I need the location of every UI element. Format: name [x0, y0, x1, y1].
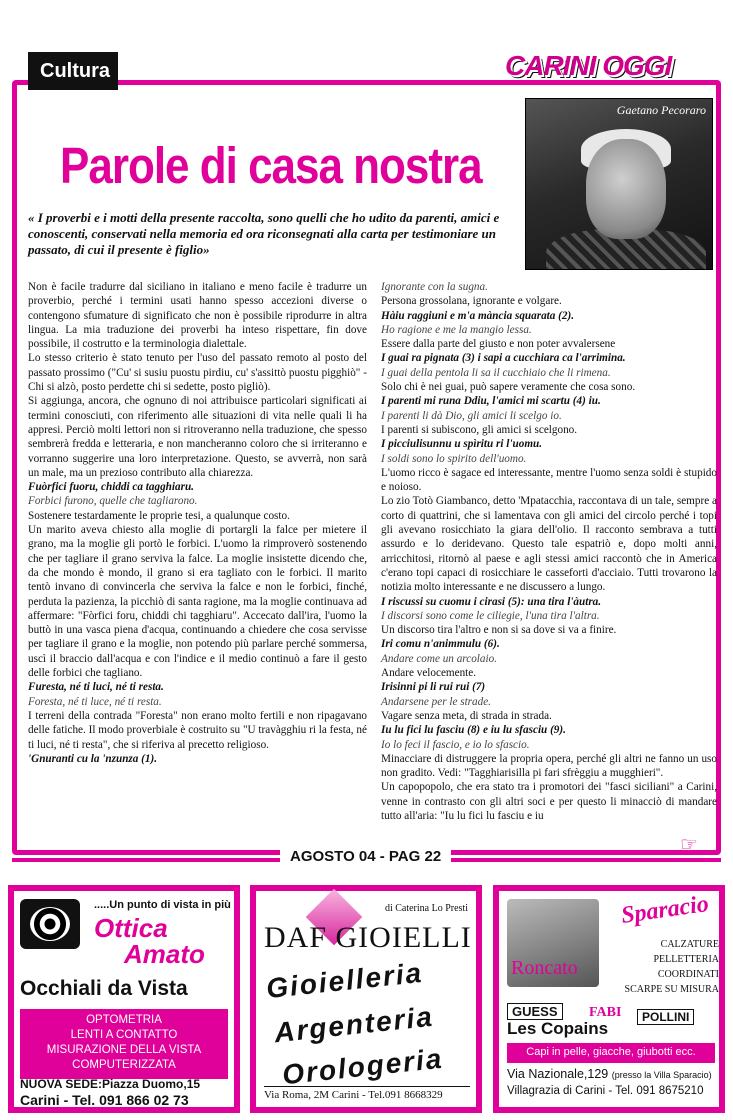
paragraph: Lo zio Totò Giambanco, detto 'Mpatacchia, raccontava di un tale, sempre a corto di quattrini, che si lamentava con gli amici del circolo perché i topi gli avevano rosicchiato la giara dell'olio. Il racconto sembrava a tutti assurdo e lo deridevano. Questo tale espatriò e, dopo molti anni, arricchitosi, ritornò al paese e agli stessi amici raccontò che in America c'erano topi capaci di rosicchiare le casseforti d'acciaio. Tutti trovarono la notizia molto interessante e ne discussero a lungo. [381, 495, 717, 594]
list-item: SCARPE SU MISURA [624, 984, 719, 995]
ad-address [507, 1067, 712, 1081]
paragraph: I guai della pentola li sa il cucchiaio che li rimena. [381, 366, 611, 379]
ad-banner: Capi in pelle, giacche, giubotti ecc. [507, 1043, 715, 1063]
ad-ottica-amato[interactable] [8, 885, 240, 1113]
eye-logo-icon [20, 899, 80, 949]
list-item: PELLETTERIA [653, 954, 719, 965]
list-item: CALZATURE [660, 939, 719, 950]
paragraph: Un capopopolo, che era stato tra i promotori dei "fasci siciliani" a Carini, venne in contrasto con gli altri soci e per questo li minacciò di mandare tutto all'aria: "Iu lu fici lu fasciu e iu [381, 781, 717, 822]
left-column [28, 280, 367, 766]
paragraph: L'uomo ricco è sagace ed interessante, mentre l'uomo senza soldi è stupido e noioso. [381, 466, 717, 494]
photo-face [586, 139, 666, 239]
service-item: LENTI A CONTATTO [70, 1029, 178, 1041]
paragraph: Furesta, né ti luci, né ti resta. [28, 681, 164, 694]
paragraph: I discorsi sono come le ciliegie, l'una tira l'altra. [381, 609, 600, 622]
paragraph: I parenti li dà Dio, gli amici li scelgo io. [381, 409, 562, 422]
pointing-hand-icon: ☞ [680, 834, 698, 856]
section-tab: Cultura [28, 52, 118, 90]
paragraph: Io lo feci il fascio, e io lo sfascio. [381, 738, 530, 751]
paragraph: I picciulisunnu u spìritu ri l'uomu. [381, 438, 543, 451]
paragraph: I parenti si subiscono, gli amici si scelgono. [381, 423, 578, 436]
ad-heading: Occhiali da Vista [20, 977, 188, 1000]
paragraph: 'Gnuranti cu la 'nzunza (1). [28, 752, 158, 765]
author-photo [525, 98, 713, 270]
paragraph: Solo chi è nei guai, può sapere veramente che cosa sono. [381, 381, 636, 394]
ad-daf-gioielli[interactable] [250, 885, 482, 1113]
service-item: COMPUTERIZZATA [72, 1059, 176, 1071]
ad-owner: di Caterina Lo Presti [384, 903, 468, 914]
paragraph: Andare velocemente. [381, 667, 477, 680]
paragraph: Sostenere testardamente le proprie tesi, a qualunque costo. [28, 509, 290, 522]
article-title: Parole di casa nostra [60, 138, 482, 195]
ad-brand-name-2: Amato [124, 939, 205, 969]
ad-address: NUOVA SEDE:Piazza Duomo,15 [20, 1077, 201, 1091]
list-item: COORDINATI [657, 969, 719, 980]
ad-sparacio[interactable] [493, 885, 725, 1113]
paragraph: Fuòrfici fuoru, chiddi ca tagghiaru. [28, 481, 194, 494]
paragraph: Essere dalla parte del giusto e non poter avvalersene [381, 338, 616, 351]
paragraph: Ignorante con la sugna. [381, 281, 488, 293]
ad-brands [507, 1003, 715, 1043]
article-lead: « I proverbi e i motti della presente raccolta, sono quelli che ho udito da parenti, amici e conoscenti, conservati nella memoria ed ora riconsegnati alla carta per testimoniare un passato, di cui il presente è figlio» [28, 210, 500, 257]
paragraph: Non è facile tradurre dal siciliano in italiano e meno facile è tradurre un proverbio, perché i termini usati hanno spesso accezioni diverse o contengono sfumature di significato che non è possibile riprodurre in altra lingua. La mia traduzione dei proverbi ha inteso rispettare, fin dove possibile, il costrutto e la terminologia dialettale. [28, 281, 367, 351]
right-column [381, 280, 717, 823]
brand-fabi: FABI [589, 1005, 622, 1020]
paragraph: Vagare senza meta, di strada in strada. [381, 709, 552, 722]
paragraph: Si aggiunga, ancora, che ognuno di noi attribuisce particolari significati ai termini conosciuti, con riferimento alle situazioni di vita nelle quali li ha appresi. Perciò molti lettori non si ritroveranno nella traduzione, che spesso sembrerà fredda e letteraria, e non mancheranno coloro che si irriteranno e vorranno suggerire una loro interpretazione. Questo, se avverrà, non sarà un male, ma un prezioso contributo alla chiarezza. [28, 395, 367, 479]
paragraph: Irisinni pi li rui rui (7) [381, 681, 486, 694]
ad-phone: Villagrazia di Carini - Tel. 091 8675210 [507, 1085, 704, 1097]
ad-word: Orologeria [280, 1042, 445, 1091]
ad-services-box [20, 1009, 228, 1079]
paragraph: I terreni della contrada "Foresta" non erano molto fertili e non ripagavano delle fatiche. Il modo proverbiale è costruito su "U travàgghiu ri la festa, né ti luci, né ti resta", che si riferiva al precetto religioso. [28, 709, 367, 751]
service-item: OPTOMETRIA [86, 1014, 162, 1026]
ad-address: Via Roma, 2M Carini - Tel.091 8668329 [264, 1086, 470, 1101]
paragraph: Hàiu raggiuni e m'a mància squarata (2). [381, 309, 575, 322]
address-main: Via Nazionale,129 [507, 1067, 609, 1081]
paragraph: I parenti mi runa Ddiu, l'amici mi scartu (4) iu. [381, 395, 601, 408]
paragraph: Andarsene per le strade. [381, 695, 491, 708]
brand-guess: GUESS [507, 1003, 563, 1020]
paragraph: Lo stesso criterio è stato tenuto per l'uso del passato remoto al posto del passato prossimo ("Cu' si susiu puostu pirdiu, cu' s'assittò puostu pigghiò" - Chi si alzò, posto perdette chi si sedette, posto pigliò). [28, 352, 367, 394]
paragraph: Forbici furono, quelle che tagliarono. [28, 495, 198, 508]
paragraph: I soldi sono lo spirito dell'uomo. [381, 452, 527, 465]
ad-word: Argenteria [272, 1000, 436, 1049]
page-number: AGOSTO 04 - PAG 22 [280, 848, 451, 865]
ad-item-list [623, 937, 719, 997]
paragraph: Minacciare di distruggere la propria opera, perché gli altri ne fanno un uso non gradito. Vedi: "Tagghiarisilla pi fari sfrèggiu a mugghieri". [381, 752, 717, 780]
photo-caption: Gaetano Pecoraro [616, 103, 706, 117]
ad-tagline: .....Un punto di vista in più [94, 899, 231, 911]
ad-brand-name: Sparacio [619, 891, 711, 930]
ad-roncato: Roncato [511, 957, 578, 979]
service-item: MISURAZIONE DELLA VISTA [46, 1044, 202, 1056]
paragraph: Un discorso tira l'altro e non si sa dove si va a finire. [381, 624, 617, 637]
paragraph: Andare come un arcolaio. [381, 652, 497, 665]
ad-logo: DAF GIOIELLI [264, 921, 472, 954]
paragraph: I riscussi su cuomu i cirasi (5): una tira l'àutra. [381, 595, 602, 608]
magazine-brand: CARINI OGGI [505, 50, 672, 81]
paragraph: Foresta, né ti luce, né ti resta. [28, 695, 162, 708]
address-note: (presso la Villa Sparacio) [611, 1070, 712, 1080]
paragraph: Persona grossolana, ignorante e volgare. [381, 295, 562, 308]
brand-pollini: POLLINI [637, 1009, 694, 1025]
ad-phone: Carini - Tel. 091 866 02 73 [20, 1092, 189, 1108]
paragraph: Ho ragione e me la mangio lessa. [381, 323, 532, 336]
brand-copains: Les Copains [507, 1019, 609, 1038]
paragraph: Iri comu n'animmulu (6). [381, 638, 500, 651]
ad-brand-name: Ottica [94, 913, 168, 943]
paragraph: Iu lu fici lu fasciu (8) e iu lu sfasciu (9). [381, 724, 566, 737]
paragraph: Un marito aveva chiesto alla moglie di portargli la falce per mietere il grano, ma la moglie gli portò le forbici. L'uomo la rimproverò sostenendo che per tagliare il grano serviva la falce. La moglie insistette dicendo che, da che mondo è mondo, il grano si era tagliato con le forbici. Il marito tentò invano di convincerla che serviva la falce e non le forbici, finché, perduta la pazienza, la picchiò di santa ragione, ma la moglie continuava ad affermare: "Fòrfici foru, chiddi chi tagghiaru". Accecato dall'ira, l'uomo la buttò in una vasca piena d'acqua, continuando a chiedere che cosa servisse per tagliare il grano e la moglie, non potendo più parlare perché sommersa, uscì il braccio dall'acqua e con l'indice e il medio continuò a fare il gesto delle forbici che tagliano. [28, 524, 367, 680]
ad-word: Gioielleria [264, 956, 425, 1005]
paragraph: I guai ra pignata (3) i sapi a cucchiara ca l'arrimina. [381, 352, 626, 365]
